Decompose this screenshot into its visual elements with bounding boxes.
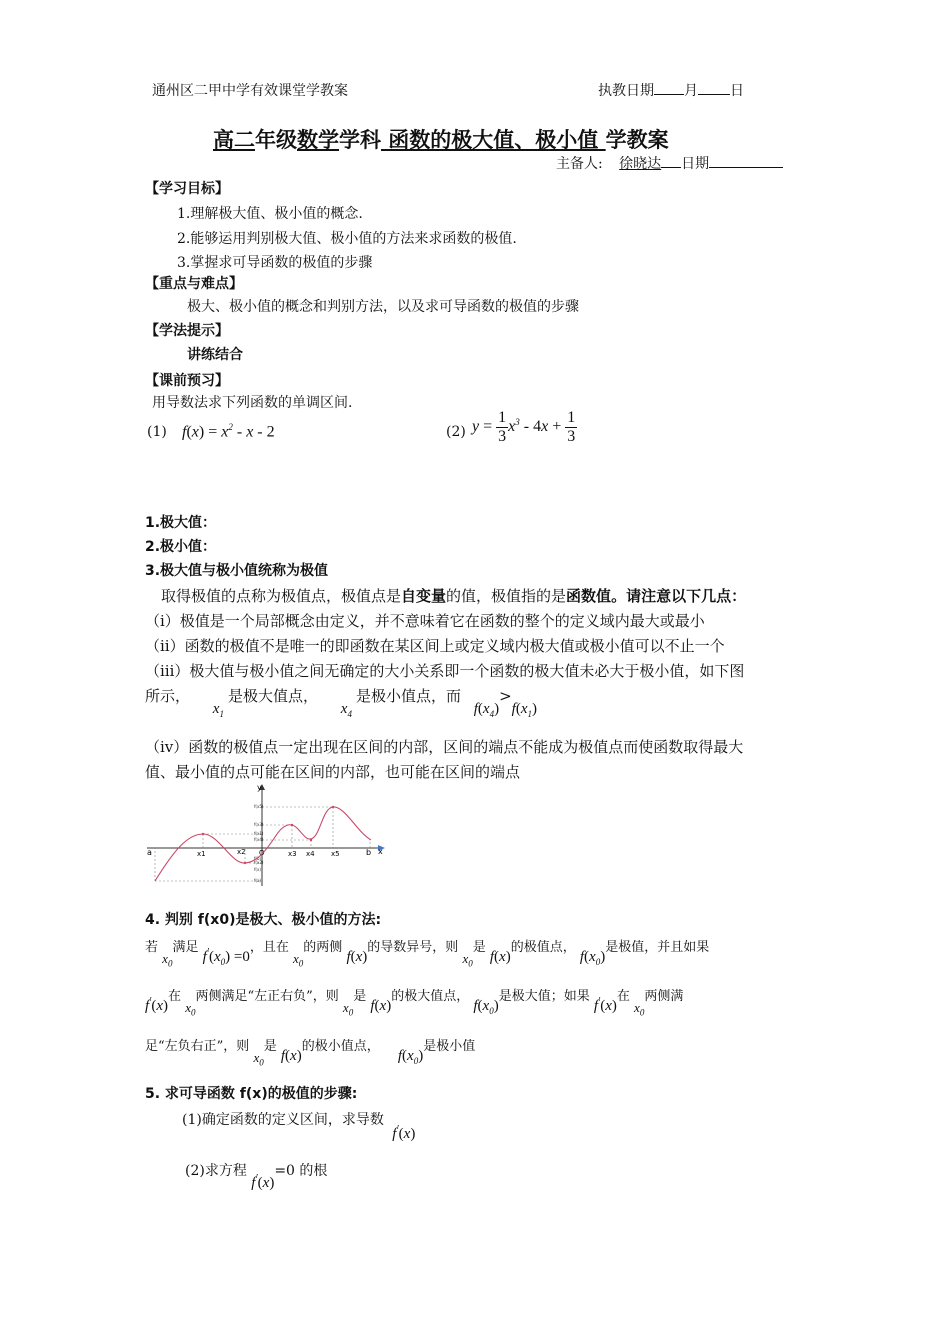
author-date-label: 日期 (681, 156, 710, 172)
svg-text:f(x1): f(x1) (254, 831, 264, 836)
para-bold-note: 。请注意以下几点： (611, 587, 747, 605)
step-2-text-b: =0 的根 (274, 1163, 328, 1179)
x1-label: x1 (197, 850, 206, 858)
judge-line-1: 若 $x_0$满足 $f'(x_0) =0$，且在 $x_0$的两侧 f(x)的导数异号，则 $x_0$是 f(x)的极值点， $f(x_0)$是极值，并且如果 (145, 940, 710, 969)
para-bold-value: 函数值 (566, 587, 612, 605)
step-1-text: (1)确定函数的定义区间，求导数 (182, 1112, 384, 1128)
svg-text:f(x5): f(x5) (254, 804, 264, 809)
step-2-text-a: (2)求方程 (185, 1163, 247, 1179)
para-bold-variable: 自变量 (401, 587, 447, 605)
para-text-a: 取得极值的点称为极值点，极值点是 (161, 587, 402, 605)
judge-text-2g: 两侧满 (644, 989, 684, 1004)
author-line (556, 153, 783, 173)
step-2: (2)求方程 f′(x)=0 的根 (185, 1163, 328, 1191)
x5-label: x5 (331, 850, 340, 858)
note-iii-text-c: 是极大值点， (227, 687, 318, 705)
judge-text-1b: 满足 (172, 940, 199, 955)
judge-text-3c: 的极小值点， (301, 1039, 380, 1054)
extremum-paragraph (161, 585, 746, 606)
judge-text-2c: 是 (353, 989, 367, 1004)
judge-text-2a: 在 (168, 989, 182, 1004)
definition-extremum: 3.极大值与极小值统称为极值 (145, 563, 329, 579)
month-label: 月 (684, 83, 698, 99)
extremum-graph (145, 782, 395, 892)
title-grade-suffix: 年级 (255, 127, 297, 152)
x2-label: x2 (237, 848, 246, 856)
page-title (213, 124, 669, 154)
judge-text-1h: 是极值，并且如果 (605, 940, 710, 955)
svg-text:f(a): f(a) (254, 878, 261, 883)
objectives-heading: 【学习目标】 (145, 181, 229, 197)
preview-intro: 用导数法求下列函数的单调区间. (152, 395, 353, 411)
title-grade: 高二 (213, 127, 255, 152)
note-iv-continued: 值、最小值的点可能在区间的内部，也可能在区间的端点 (145, 763, 521, 781)
judge-text-2f: 在 (616, 989, 630, 1004)
preview-heading: 【课前预习】 (145, 373, 229, 389)
definition-max: 1.极大值： (145, 515, 217, 531)
note-iii-text-d: 是极小值点，而 (355, 687, 461, 705)
keypoints-text: 极大、极小值的概念和判别方法，以及求可导函数的极值的步骤 (187, 299, 579, 315)
question-1-expression: $f(x) = x^2 - x - 2$ (182, 422, 275, 441)
x4-label: x4 (306, 850, 315, 858)
judge-heading: 4. 判别 f(x0)是极大、极小值的方法: (145, 912, 382, 928)
author-label: 主备人: (556, 156, 603, 172)
judge-text-2d: 的极大值点， (391, 989, 470, 1004)
day-label: 日 (730, 83, 744, 99)
objective-1: 1.理解极大值、极小值的概念. (177, 206, 363, 222)
question-2-label: (2) (446, 424, 466, 440)
keypoints-heading: 【重点与难点】 (145, 276, 243, 292)
note-iii: （ⅲ）极大值与极小值之间无确定的大小关系即一个函数的极大值未必大于极小值，如下图 (145, 662, 745, 680)
y-axis-label: y (257, 783, 262, 792)
judge-text-1f: 是 (472, 940, 486, 955)
judge-text-2e: 是极大值；如果 (498, 989, 590, 1004)
judge-text-3a: 足“左负右正”，则 (145, 1039, 250, 1054)
steps-heading: 5. 求可导函数 f(x)的极值的步骤: (145, 1086, 358, 1102)
svg-text:f(x2): f(x2) (254, 860, 264, 865)
judge-text-2b: 两侧满足“左正右负”，则 (195, 989, 339, 1004)
judge-text-1g: 的极值点， (510, 940, 576, 955)
title-topic: 函数的极大值、极小值 (381, 127, 606, 152)
author-name: 徐晓达 (619, 156, 662, 172)
title-subject: 数学 (297, 127, 339, 152)
x-axis-label: x (378, 847, 383, 856)
point-b-label: b (366, 848, 372, 857)
method-text: 讲练结合 (187, 347, 243, 363)
svg-text:f(x4): f(x4) (254, 837, 264, 842)
svg-text:f(x3): f(x3) (254, 822, 264, 827)
judge-text-3d: 是极小值 (423, 1039, 476, 1054)
objective-2: 2.能够运用判别极大值、极小值的方法来求函数的极值. (177, 231, 517, 247)
function-curve (155, 807, 371, 881)
origin-label: O (259, 849, 265, 857)
definition-min: 2.极小值： (145, 539, 217, 555)
note-ii: （ⅱ）函数的极值不是唯一的即函数在某区间上或定义域内极大值或极小值可以不止一个 (145, 637, 725, 655)
point-a-label: a (147, 848, 152, 857)
x3-label: x3 (288, 850, 297, 858)
note-iv: （ⅳ）函数的极值点一定出现在区间的内部，区间的端点不能成为极值点而使函数取得最大 (145, 738, 744, 756)
objective-3: 3.掌握求可导函数的极值的步骤 (177, 255, 373, 271)
title-suffix: 学教案 (605, 127, 669, 152)
svg-text:f(b): f(b) (254, 856, 262, 861)
judge-text-1a: 若 (145, 940, 159, 955)
title-subject-suffix: 学科 (339, 127, 381, 152)
judge-text-1d: 的两侧 (303, 940, 343, 955)
judge-line-3: 足“左负右正”，则 $x_0$是 f(x)的极小值点， $f(x_0)$是极小值 (145, 1039, 476, 1068)
para-text-c: 的值，极值指的是 (446, 587, 567, 605)
note-iii-text-b: 所示， (145, 687, 191, 705)
teaching-date (598, 80, 744, 100)
svg-text:f(x): f(x) (254, 867, 261, 872)
note-iii-continued: 所示， $x_1$是极大值点， $x_4$是极小值点，而 $f(x_4)>f(x_1)$ (145, 687, 537, 719)
judge-text-1e: 的导数异号，则 (367, 940, 459, 955)
note-i: （ⅰ）极值是一个局部概念由定义，并不意味着它在函数的整个的定义域内最大或最小 (145, 612, 705, 630)
judge-text-1c: ，且在 (249, 940, 289, 955)
question-1-label: (1) (147, 424, 167, 440)
step-1: (1)确定函数的定义区间，求导数 f′(x) (182, 1112, 416, 1142)
judge-line-2: f′(x)在 $x_0$两侧满足“左正右负”，则 $x_0$是 f(x)的极大值点， $f(x_0)$是极大值；如果 f′(x)在 $x_0$两侧满 (145, 989, 684, 1018)
question-2-expression: y = $\frac{1}{3}$ $x^3 - 4x$ + $\frac{1}{3}$ (472, 409, 576, 445)
date-label: 执教日期 (598, 83, 654, 99)
judge-text-3b: 是 (263, 1039, 277, 1054)
method-heading: 【学法提示】 (145, 323, 229, 339)
school-header: 通州区二甲中学有效课堂学教案 (152, 83, 348, 99)
